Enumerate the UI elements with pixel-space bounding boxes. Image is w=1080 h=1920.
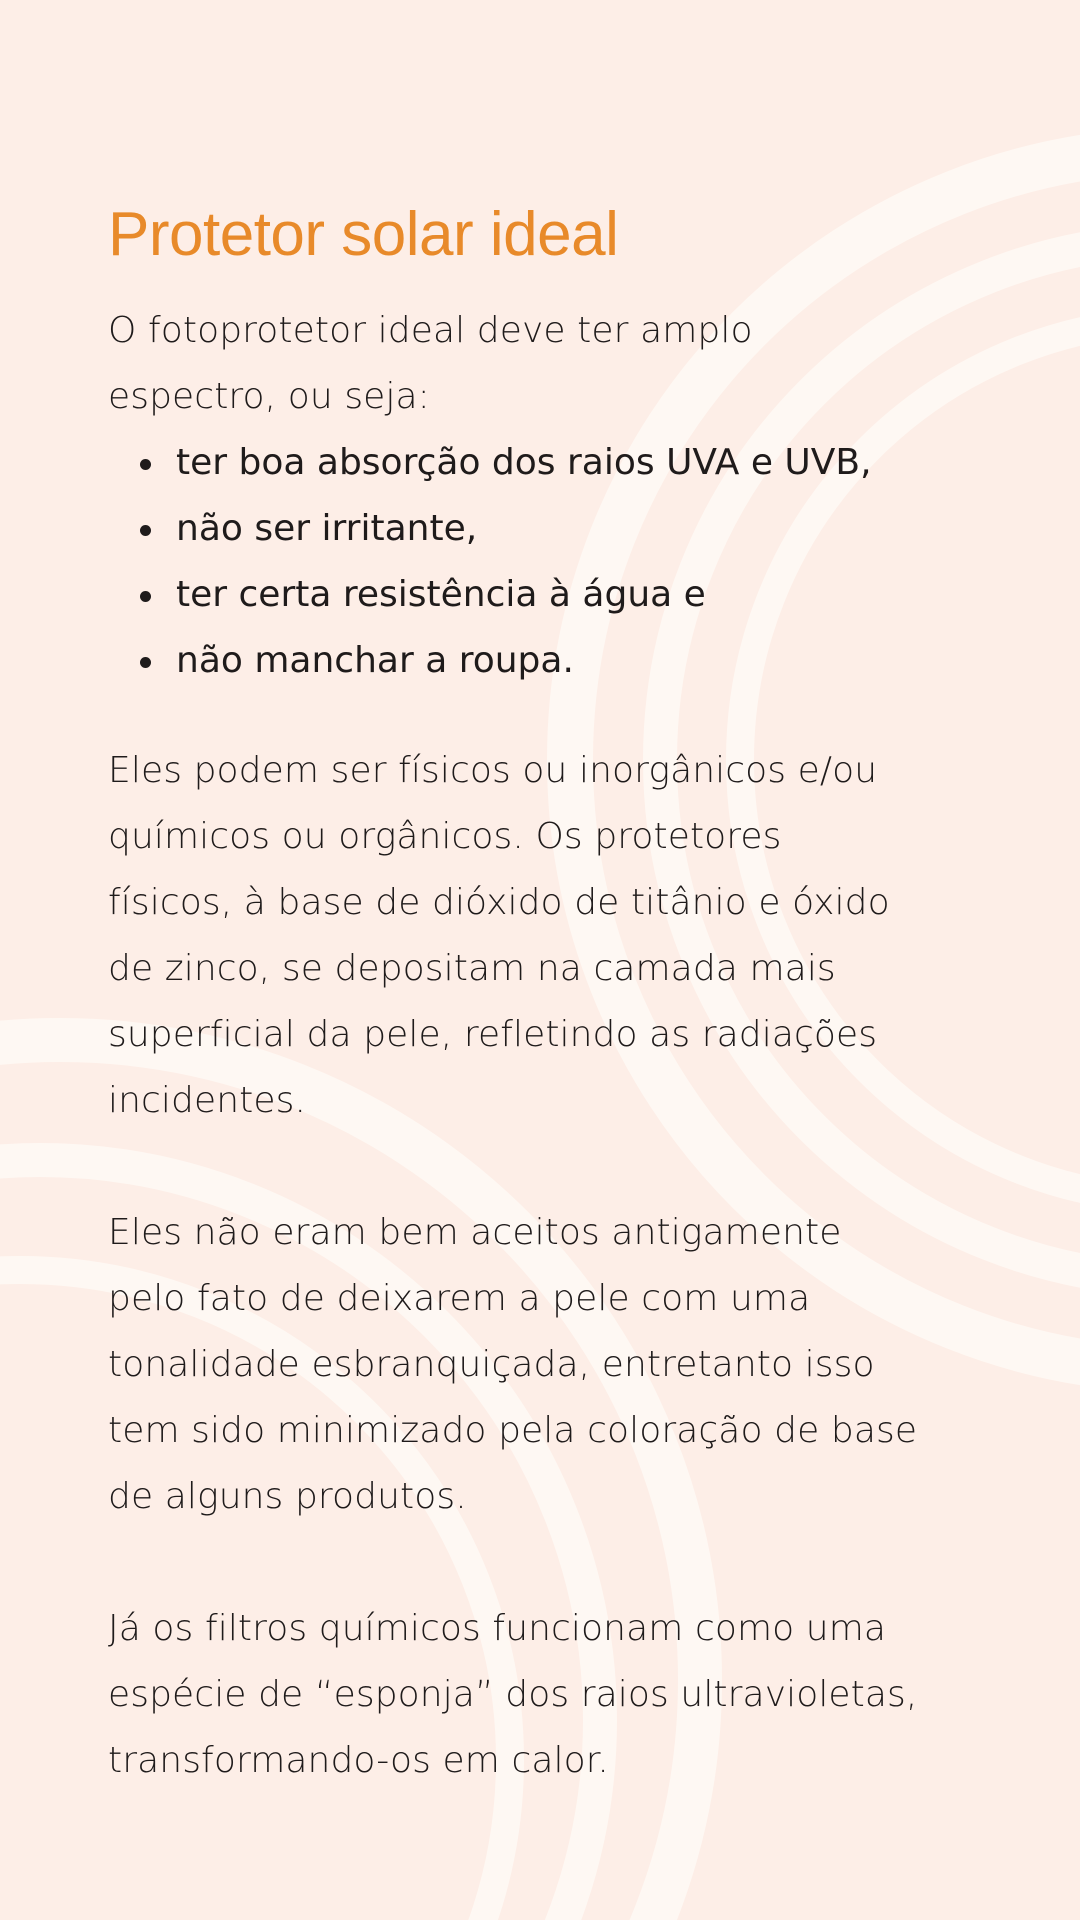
bullet-icon xyxy=(140,459,151,470)
spacer xyxy=(108,694,1008,738)
article xyxy=(108,190,1008,1794)
intro-paragraph xyxy=(108,298,1008,430)
intro-line-2: espectro, ou seja: xyxy=(108,376,430,417)
paragraph-line: incidentes. xyxy=(108,1080,306,1121)
paragraph-line: Já os filtros químicos funcionam como uma xyxy=(108,1608,887,1649)
list-item-text: ter certa resistência à água e xyxy=(176,574,706,615)
spacer xyxy=(108,1530,1008,1596)
page-title: Protetor solar ideal xyxy=(108,200,619,269)
paragraph-physical-filters xyxy=(108,738,1008,1134)
list-item xyxy=(140,496,1008,562)
paragraph-line: Eles podem ser físicos ou inorgânicos e/ou xyxy=(108,750,878,791)
bullet-icon xyxy=(140,657,151,668)
paragraph-line: físicos, à base de dióxido de titânio e óxido xyxy=(108,882,890,923)
paragraph-line: Eles não eram bem aceitos antigamente xyxy=(108,1212,842,1253)
spacer xyxy=(108,1134,1008,1200)
bullet-icon xyxy=(140,591,151,602)
paragraph-line: superficial da pele, refletindo as radiações xyxy=(108,1014,878,1055)
paragraph-line: espécie de “esponja” dos raios ultravioletas, xyxy=(108,1674,918,1715)
paragraph-line: químicos ou orgânicos. Os protetores xyxy=(108,816,782,857)
paragraph-chemical-filters xyxy=(108,1596,1008,1794)
intro-line-1: O fotoprotetor ideal deve ter amplo xyxy=(108,310,753,351)
paragraph-line: transformando-os em calor. xyxy=(108,1740,609,1781)
list-item xyxy=(140,430,1008,496)
list-item xyxy=(140,562,1008,628)
paragraph-line: tem sido minimizado pela coloração de base xyxy=(108,1410,918,1451)
paragraph-whitish-tone xyxy=(108,1200,1008,1530)
list-item-text: não ser irritante, xyxy=(176,508,478,549)
list-item xyxy=(140,628,1008,694)
requirements-list xyxy=(108,430,1008,694)
bullet-icon xyxy=(140,525,151,536)
paragraph-line: pelo fato de deixarem a pele com uma xyxy=(108,1278,811,1319)
list-item-text: não manchar a roupa. xyxy=(176,640,574,681)
paragraph-line: de zinco, se depositam na camada mais xyxy=(108,948,836,989)
list-item-text: ter boa absorção dos raios UVA e UVB, xyxy=(176,442,872,483)
paragraph-line: tonalidade esbranquiçada, entretanto isso xyxy=(108,1344,875,1385)
paragraph-line: de alguns produtos. xyxy=(108,1476,467,1517)
